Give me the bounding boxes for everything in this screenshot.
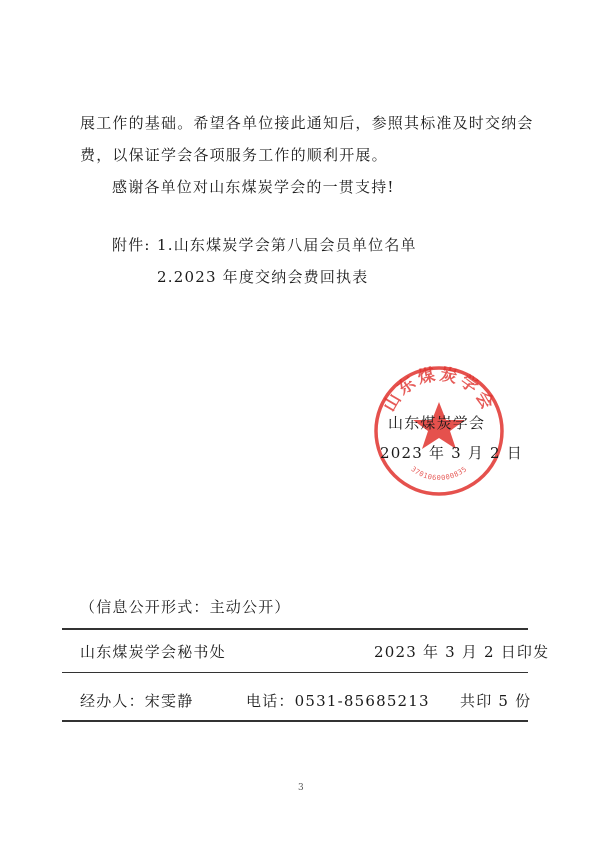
copies: 共印 5 份 — [460, 692, 532, 710]
seal-code: 3701060000835 — [409, 465, 469, 483]
issue-date: 2023 年 3 月 2 日印发 — [374, 643, 550, 661]
phone: 电话：0531-85685213 — [246, 692, 430, 710]
body-line-1: 展工作的基础。希望各单位接此通知后，参照其标准及时交纳会 — [80, 114, 534, 132]
footer-bottom-rule — [62, 720, 528, 722]
body-line-2: 费，以保证学会各项服务工作的顺利开展。 — [80, 146, 388, 164]
attachment-item-2: 2.2023 年度交纳会费回执表 — [157, 268, 369, 286]
disclosure-note: （信息公开形式：主动公开） — [80, 598, 291, 616]
attachment-item-1: 1.山东煤炭学会第八届会员单位名单 — [157, 236, 417, 254]
footer-top-rule — [62, 628, 528, 630]
signature-org: 山东煤炭学会 — [388, 414, 486, 432]
signature-date: 2023 年 3 月 2 日 — [380, 444, 523, 462]
attachments-label: 附件: — [112, 236, 151, 254]
page-number: 3 — [298, 783, 304, 793]
issuer: 山东煤炭学会秘书处 — [80, 643, 226, 661]
seal-arc-text: 山东煤炭学会 — [379, 364, 499, 416]
svg-text:3701060000835 — [409, 465, 468, 482]
footer-middle-rule — [62, 672, 528, 673]
handler: 经办人：宋雯静 — [80, 692, 194, 710]
thanks-line: 感谢各单位对山东煤炭学会的一贯支持! — [112, 178, 395, 196]
